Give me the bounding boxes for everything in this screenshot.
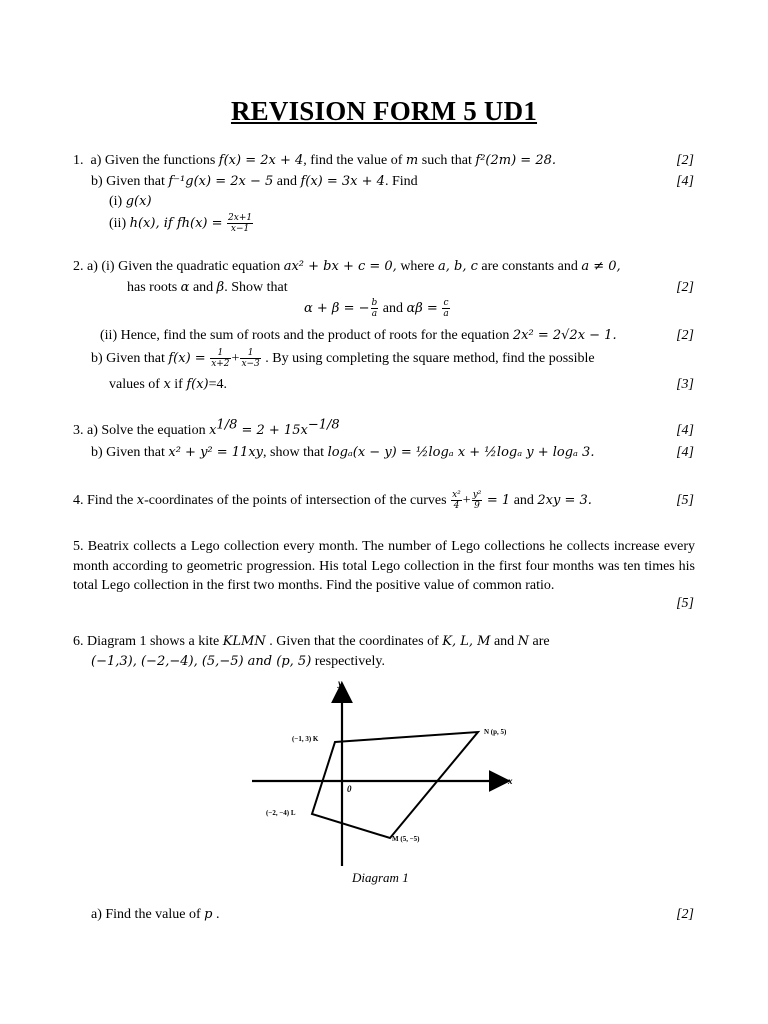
- kite-klmn: [312, 732, 478, 838]
- q2-part-a-i: 2. a) (i) Given the quadratic equation ax² + bx + c = 0, where a, b, c are constants and a ≠ 0,: [73, 259, 621, 274]
- kite-diagram: [240, 676, 530, 891]
- q2-result-formula: α + β = − $\frac{b}{a}$ and αβ = $\frac{c}{a}$: [304, 298, 449, 320]
- q2ai-marks: [2]: [676, 280, 694, 295]
- origin-label: 0: [347, 784, 352, 794]
- q2aii-marks: [2]: [676, 328, 694, 343]
- q1a-marks: [2]: [676, 153, 694, 168]
- q6-line2: (−1,3), (−2,−4), (5,−5) and (p, 5) respectively.: [91, 654, 385, 669]
- q1-part-b: b) Given that f⁻¹g(x) = 2x − 5 and f(x) = 3x + 4. Find: [91, 174, 418, 189]
- q3b-marks: [4]: [676, 445, 694, 460]
- q6a-marks: [2]: [676, 907, 694, 922]
- q3-part-b: b) Given that x² + y² = 11xy, show that logₐ(x − y) = ½logₐ x + ½logₐ y + logₐ 3.: [91, 445, 595, 460]
- q4-marks: [5]: [676, 493, 694, 508]
- q4-text: 4. Find the x-coordinates of the points of intersection of the curves $\frac{\text{x²}}{4}$ + $\frac{\text{y²}}{9}$ = 1 and 2xy = 3.: [73, 490, 592, 512]
- q2b-marks: [3]: [676, 377, 694, 392]
- q3a-marks: [4]: [676, 423, 694, 438]
- q1-part-b-ii: (ii) h(x), if fh(x) = $\frac{2x+1}{x-1}$: [109, 213, 253, 235]
- q2-part-a-i-line2: has roots α and β. Show that: [127, 280, 288, 295]
- q6-part-a: a) Find the value of p .: [91, 907, 220, 922]
- q2-part-a-ii: (ii) Hence, find the sum of roots and the product of roots for the equation 2x² = 2√2x − 1.: [100, 328, 617, 343]
- q1b-marks: [4]: [676, 174, 694, 189]
- q2-part-b-line2: values of x if f(x)=4.: [109, 377, 228, 392]
- label-k: (−1, 3) K: [292, 735, 319, 743]
- y-axis-label: y: [338, 678, 342, 688]
- q1-fraction: $\frac{2x+1}{x-1}$: [228, 213, 253, 235]
- q5-text: 5. Beatrix collects a Lego collection every month. The number of Lego collections he collects increase every month according to geometric progression. His total Lego collection in the first four months was ten times his total Lego collection in the first two months. Find the positive value of common ratio.: [73, 539, 695, 593]
- q5-marks: [5]: [676, 596, 694, 611]
- label-l: (−2, −4) L: [266, 809, 296, 817]
- x-axis-label: x: [508, 776, 513, 786]
- q6-line1: 6. Diagram 1 shows a kite KLMN . Given that the coordinates of K, L, M and N are: [73, 634, 550, 649]
- page-title: REVISION FORM 5 UD1: [230, 96, 538, 126]
- q2-part-b: b) Given that f(x) = $\frac{1}{x+2}$ + $\frac{1}{x-3}$ . By using completing the square method, find the possible: [91, 348, 595, 370]
- label-n: N (p, 5): [484, 728, 507, 736]
- label-m: M (5, −5): [392, 835, 420, 843]
- q1-part-a: 1. a) Given the functions f(x) = 2x + 4, find the value of m such that f²(2m) = 28.: [73, 153, 557, 168]
- diagram-caption: Diagram 1: [352, 870, 409, 885]
- q3-part-a: 3. a) Solve the equation $x^{1/8} = 2 + 15x^{-1/8}$: [73, 417, 340, 438]
- q1-part-b-i: (i) g(x): [109, 194, 152, 209]
